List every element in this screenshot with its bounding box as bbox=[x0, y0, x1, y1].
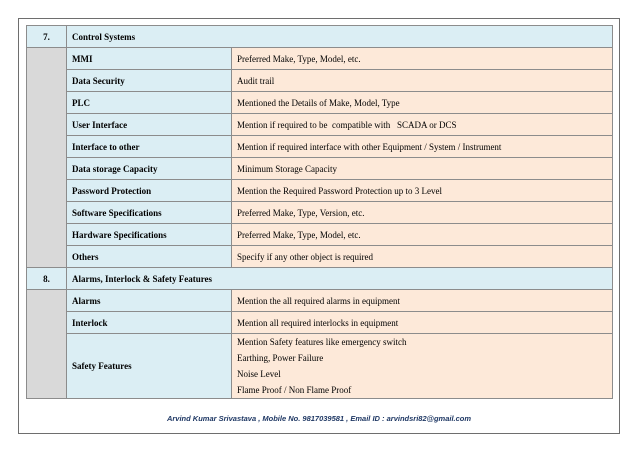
specification-table bbox=[26, 25, 613, 399]
section-blank-cell bbox=[27, 48, 67, 268]
table-row bbox=[27, 158, 613, 180]
row-value: Preferred Make, Type, Model, etc. bbox=[232, 48, 613, 70]
row-label: Safety Features bbox=[67, 334, 232, 399]
row-value: Mentioned the Details of Make, Model, Type bbox=[232, 92, 613, 114]
table-row bbox=[27, 48, 613, 70]
table-row-safety-features bbox=[27, 334, 613, 399]
table-row bbox=[27, 202, 613, 224]
table-row bbox=[27, 114, 613, 136]
row-label: Data storage Capacity bbox=[67, 158, 232, 180]
section-blank-cell bbox=[27, 290, 67, 399]
row-value: Mention the all required alarms in equipment bbox=[232, 290, 613, 312]
row-label: Interlock bbox=[67, 312, 232, 334]
row-label: Others bbox=[67, 246, 232, 268]
row-value: Mention if required to be compatible with SCADA or DCS bbox=[232, 114, 613, 136]
row-value: Audit trail bbox=[232, 70, 613, 92]
row-value: Minimum Storage Capacity bbox=[232, 158, 613, 180]
row-label: Password Protection bbox=[67, 180, 232, 202]
section-title: Alarms, Interlock & Safety Features bbox=[67, 268, 613, 290]
row-label: User Interface bbox=[67, 114, 232, 136]
section-header-control-systems bbox=[27, 26, 613, 48]
row-value: Preferred Make, Type, Version, etc. bbox=[232, 202, 613, 224]
safety-line: Mention Safety features like emergency switch bbox=[237, 337, 407, 347]
row-value: Mention all required interlocks in equipment bbox=[232, 312, 613, 334]
section-header-alarms bbox=[27, 268, 613, 290]
row-value-multiline bbox=[232, 334, 613, 399]
row-label: Data Security bbox=[67, 70, 232, 92]
section-number: 7. bbox=[27, 26, 67, 48]
row-label: Hardware Specifications bbox=[67, 224, 232, 246]
row-label: MMI bbox=[67, 48, 232, 70]
page-footer: Arvind Kumar Srivastava , Mobile No. 9817039581 , Email ID : arvindsri82@gmail.com bbox=[166, 414, 472, 423]
row-label: Alarms bbox=[67, 290, 232, 312]
row-value: Mention if required interface with other Equipment / System / Instrument bbox=[232, 136, 613, 158]
safety-line: Flame Proof / Non Flame Proof bbox=[237, 385, 352, 395]
row-label: PLC bbox=[67, 92, 232, 114]
safety-line: Earthing, Power Failure bbox=[237, 353, 324, 363]
document-page bbox=[18, 18, 620, 434]
table-row bbox=[27, 92, 613, 114]
table-row bbox=[27, 136, 613, 158]
safety-line: Noise Level bbox=[237, 369, 281, 379]
table-row bbox=[27, 224, 613, 246]
section-title: Control Systems bbox=[67, 26, 613, 48]
table-row bbox=[27, 312, 613, 334]
row-value: Mention the Required Password Protection up to 3 Level bbox=[232, 180, 613, 202]
table-row bbox=[27, 180, 613, 202]
row-label: Software Specifications bbox=[67, 202, 232, 224]
table-row bbox=[27, 246, 613, 268]
row-value: Specify if any other object is required bbox=[232, 246, 613, 268]
row-label: Interface to other bbox=[67, 136, 232, 158]
table-row bbox=[27, 290, 613, 312]
row-value: Preferred Make, Type, Model, etc. bbox=[232, 224, 613, 246]
table-row bbox=[27, 70, 613, 92]
section-number: 8. bbox=[27, 268, 67, 290]
